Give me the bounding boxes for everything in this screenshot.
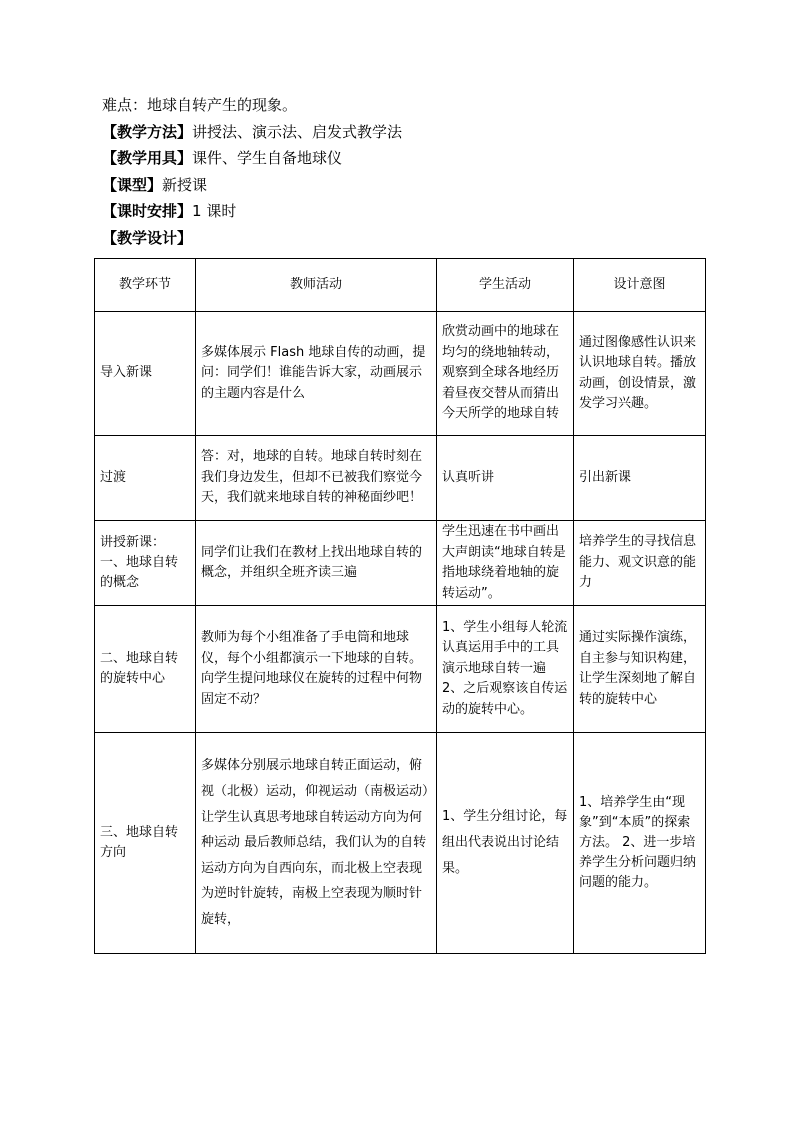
student-activity-cell: 1、学生小组每人轮流认真运用手中的工具演示地球自转一遍 2、之后观察该自传运动的旋转中心。 [437,606,574,733]
header-stage: 教学环节 [95,259,196,312]
schedule-value: 1 课时 [192,202,237,221]
student-activity-cell: 学生迅速在书中画出大声朗读“地球自转是指地球绕着地轴的旋转运动”。 [437,521,574,606]
tools-value: 课件、学生自备地球仪 [192,149,343,168]
table-row [95,733,706,954]
table-row [95,606,706,733]
header-teacher: 教师活动 [196,259,437,312]
teacher-activity-cell: 同学们让我们在教材上找出地球自转的概念，并组织全班齐读三遍 [196,521,437,606]
schedule-line [102,198,702,225]
type-value: 新授课 [162,175,208,194]
type-label: 【课型】 [102,175,163,194]
tools-label: 【教学用具】 [102,149,193,168]
student-activity-cell: 欣赏动画中的地球在均匀的绕地轴转动，观察到全球各地经历着昼夜交替从而猜出今天所学的地球自转 [437,312,574,436]
tools-line [102,145,702,172]
design-intent-cell: 培养学生的寻找信息能力、观文识意的能力 [574,521,706,606]
teacher-activity-cell: 答：对，地球的自转。地球自转时刻在我们身边发生，但却不已被我们察觉今天，我们就来地球自转的神秘面纱吧！ [196,436,437,521]
teacher-activity-cell: 教师为每个小组准备了手电筒和地球仪，每个小组都演示一下地球的自转。向学生提问地球仪在旋转的过程中何物固定不动？ [196,606,437,733]
difficulty-text: 难点：地球自转产生的现象。 [102,96,298,114]
method-line [102,119,702,146]
table-row [95,312,706,436]
design-label: 【教学设计】 [102,228,193,247]
table-header-row [95,259,706,312]
student-activity-cell: 1、学生分组讨论，每组出代表说出讨论结果。 [437,733,574,954]
method-value: 讲授法、演示法、启发式教学法 [192,122,403,141]
schedule-label: 【课时安排】 [102,202,193,221]
header-intent: 设计意图 [574,259,706,312]
lesson-header [102,92,702,252]
stage-cell: 讲授新课：一、地球自转的概念 [95,521,196,606]
table-row [95,436,706,521]
table-row [95,521,706,606]
design-intent-cell: 通过图像感性认识来认识地球自转。播放动画，创设情景，激发学习兴趣。 [574,312,706,436]
method-label: 【教学方法】 [102,122,193,141]
teaching-design-table [94,258,706,954]
header-student: 学生活动 [437,259,574,312]
stage-cell: 过渡 [95,436,196,521]
stage-cell: 二、地球自转的旋转中心 [95,606,196,733]
design-intent-cell: 通过实际操作演练，自主参与知识构建，让学生深刻地了解自转的旋转中心 [574,606,706,733]
student-activity-cell: 认真听讲 [437,436,574,521]
stage-cell: 导入新课 [95,312,196,436]
teacher-activity-cell: 多媒体分别展示地球自转正面运动，俯视（北极）运动，仰视运动（南极运动）让学生认真思考地球自转运动方向为何种运动 最后教师总结，我们认为的自转运动方向为自西向东，而北极上空表现为逆时针旋转，南极上空表现为顺时针旋转， [196,733,437,954]
design-intent-cell: 引出新课 [574,436,706,521]
design-intent-cell: 1、培养学生由“现象”到“本质”的探索方法。 2、进一步培养学生分析问题归纳问题的能力。 [574,733,706,954]
difficulty-line [102,92,702,119]
stage-cell: 三、地球自转方向 [95,733,196,954]
type-line [102,172,702,199]
teacher-activity-cell: 多媒体展示 Flash 地球自传的动画，提问：同学们！谁能告诉大家，动画展示的主题内容是什么 [196,312,437,436]
design-line [102,225,702,252]
